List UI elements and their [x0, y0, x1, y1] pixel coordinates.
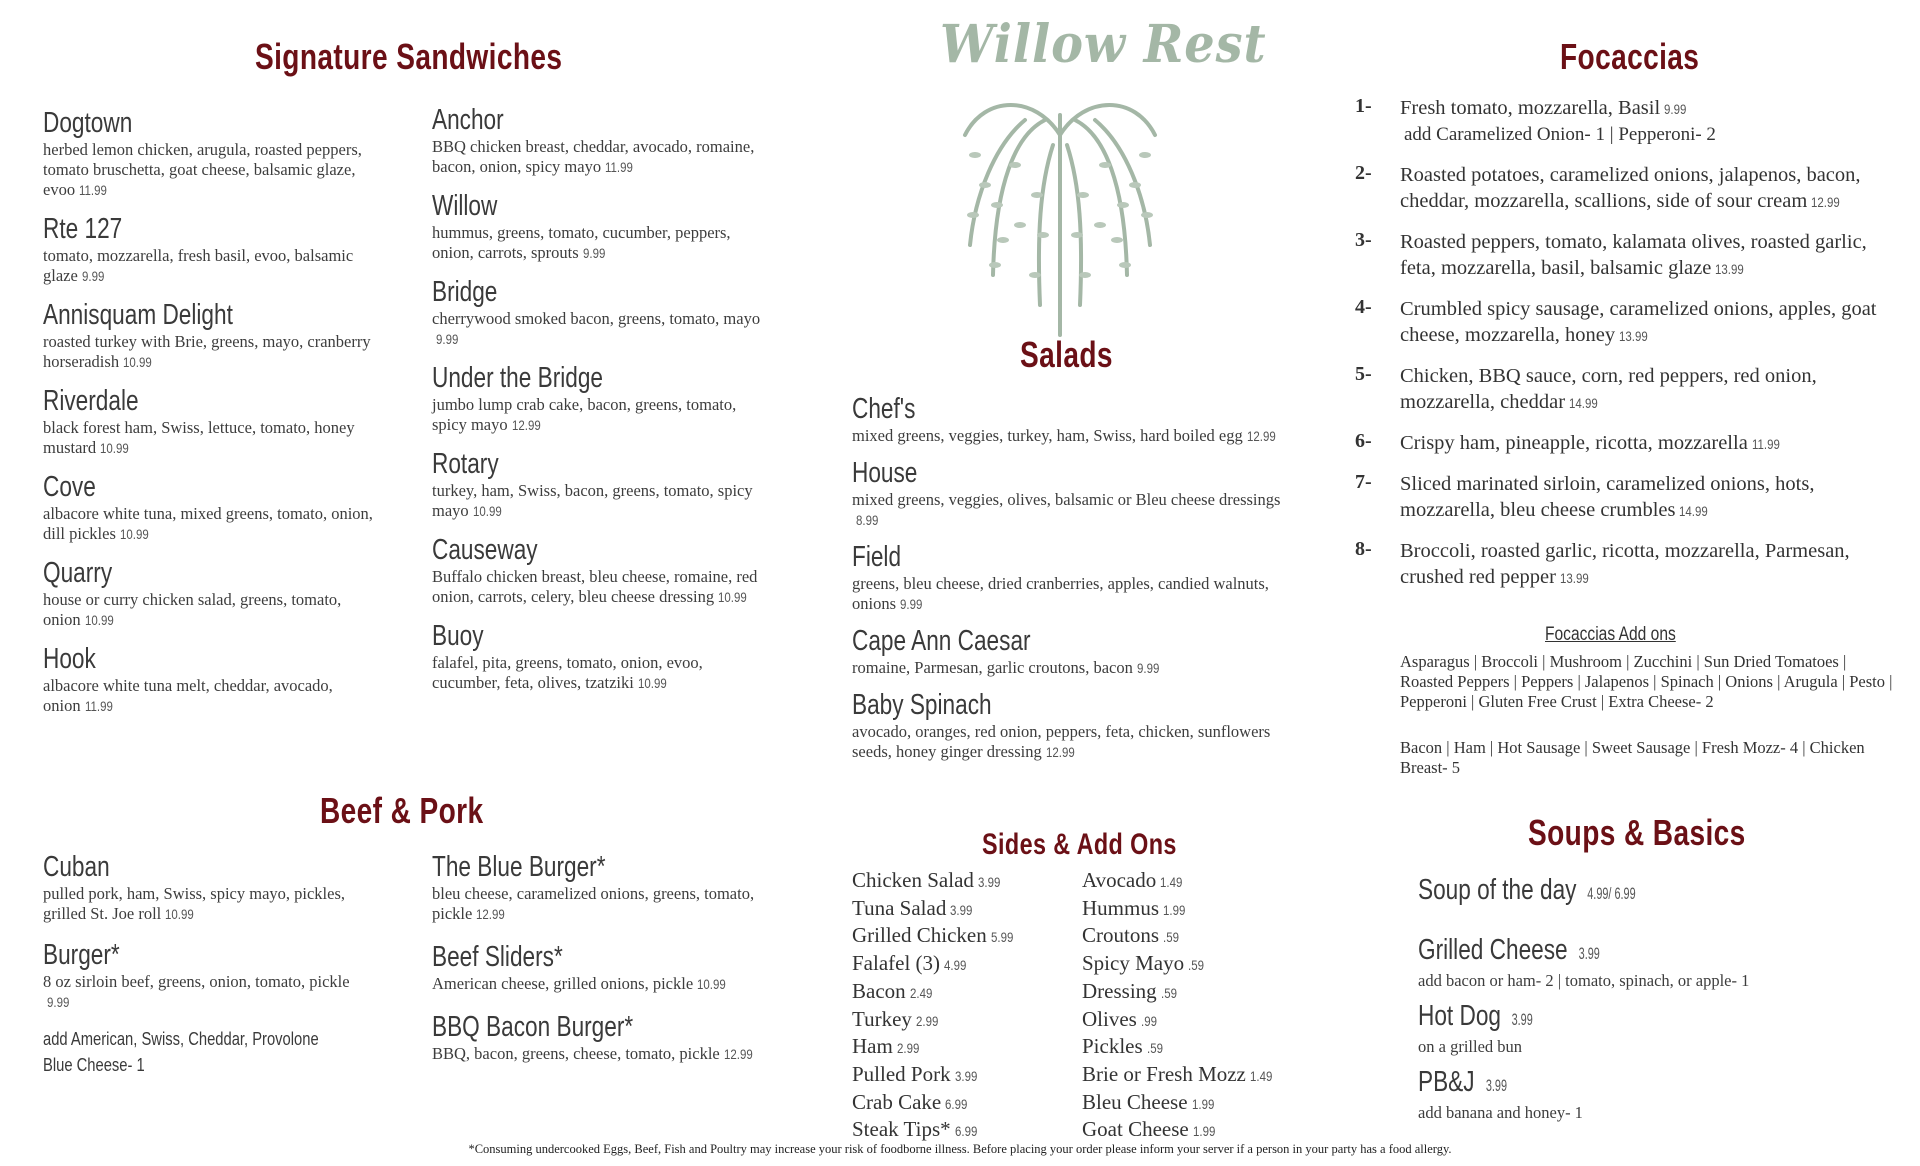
menu-item-desc: [432, 395, 772, 435]
side-item: [1082, 1007, 1277, 1035]
side-item-name: Grilled Chicken: [852, 923, 987, 948]
menu-item: [432, 447, 772, 521]
focaccia-text: [1400, 363, 1895, 416]
menu-item-desc-text: American cheese, grilled onions, pickle: [432, 974, 694, 993]
menu-item-price: 9.99: [81, 268, 105, 284]
focaccia-desc: Roasted peppers, tomato, kalamata olives, roasted garlic, feta, mozzarella, basil, balsamic glaze: [1400, 231, 1867, 279]
beef-right-column: [432, 850, 772, 1080]
focaccias-list: [1355, 95, 1895, 605]
menu-item: [43, 850, 373, 924]
menu-item-price: 9.99: [582, 245, 606, 261]
menu-item-name: Hook: [43, 643, 96, 675]
side-item-price: 4.99: [944, 957, 967, 974]
menu-item-name: Dogtown: [43, 107, 133, 139]
side-item-name: Bleu Cheese: [1082, 1089, 1188, 1114]
menu-item: [43, 384, 373, 458]
focaccia-text: [1400, 471, 1895, 524]
menu-item-price: 11.99: [84, 698, 113, 714]
focaccia-text: [1400, 296, 1895, 349]
side-item-name: Falafel (3): [852, 951, 941, 976]
menu-item-desc: [43, 504, 373, 544]
menu-item-price: 10.99: [718, 589, 747, 605]
menu-item-price: 9.99: [1136, 660, 1160, 676]
side-item: [852, 1034, 1018, 1062]
side-item-name: Avocado: [1082, 868, 1157, 892]
side-item-price: 1.99: [1163, 901, 1186, 918]
focaccia-item: [1355, 363, 1895, 416]
menu-item-desc-text: herbed lemon chicken, arugula, roasted peppers, tomato bruschetta, goat cheese, balsamic glaze, evoo: [43, 140, 362, 199]
focaccia-price: 9.99: [1664, 101, 1687, 117]
menu-item-desc-text: black forest ham, Swiss, lettuce, tomato, honey mustard: [43, 418, 355, 457]
soup-item: [1418, 933, 1898, 991]
soup-item-title: Hot Dog: [1418, 1000, 1501, 1032]
menu-item-desc: [432, 884, 772, 924]
focaccia-price: 13.99: [1715, 261, 1745, 277]
menu-item: [432, 103, 772, 177]
menu-item: [852, 456, 1282, 530]
side-item-price: .59: [1188, 957, 1205, 974]
menu-item-price: 9.99: [900, 596, 923, 612]
side-item: [852, 951, 1018, 979]
sides-right-column: [1082, 868, 1277, 1145]
menu-item-name: Baby Spinach: [852, 689, 992, 721]
menu-item-price: 12.99: [1246, 428, 1276, 444]
menu-item-price: 12.99: [1045, 744, 1075, 760]
soup-item-price: 3.99: [1511, 1010, 1534, 1029]
menu-item: [432, 361, 772, 435]
soup-item-name: [1418, 999, 1792, 1037]
focaccia-desc: Chicken, BBQ sauce, corn, red peppers, red onion, mozzarella, cheddar: [1400, 365, 1817, 413]
side-item: [1082, 896, 1277, 924]
menu-item-name: Willow: [432, 190, 498, 222]
menu-item-name: Rotary: [432, 448, 499, 480]
focaccia-text: [1400, 229, 1895, 282]
side-item-name: Croutons: [1082, 923, 1160, 948]
sandwiches-left-column: [43, 106, 373, 728]
menu-item-name: Field: [852, 541, 902, 573]
menu-item-price: 11.99: [605, 159, 633, 175]
menu-item-desc-text: falafel, pita, greens, tomato, onion, evoo, cucumber, feta, olives, tzatziki: [432, 653, 703, 692]
soup-item-price: 4.99/ 6.99: [1587, 884, 1636, 903]
menu-item-desc: [432, 567, 772, 607]
menu-item-desc-text: mixed greens, veggies, turkey, ham, Swiss, hard boiled egg: [852, 426, 1243, 445]
focaccia-number: 1-: [1355, 95, 1372, 117]
side-item-price: 1.99: [1191, 1095, 1214, 1112]
menu-item: [43, 938, 373, 1012]
soup-item-price: 3.99: [1485, 1076, 1507, 1095]
focaccia-desc: Sliced marinated sirloin, caramelized onions, hots, mozzarella, bleu cheese crumbles: [1400, 473, 1815, 521]
allergy-footer: *Consuming undercooked Eggs, Beef, Fish and Poultry may increase your risk of foodborne illness. Before placing your order please inform your server if a person in your party has a food allergy.: [468, 1142, 1452, 1156]
beef-pork-title: Beef & Pork: [320, 790, 484, 831]
menu-item-desc: [432, 223, 772, 263]
soup-item-name: [1418, 1065, 1792, 1103]
menu-item: [852, 624, 1282, 678]
side-item-name: Pickles: [1082, 1034, 1143, 1059]
soup-item-desc: add banana and honey- 1: [1418, 1103, 1583, 1122]
side-item: [852, 1007, 1018, 1035]
focaccias-title: Focaccias: [1560, 36, 1700, 77]
menu-item-desc-text: tomato, mozzarella, fresh basil, evoo, balsamic glaze: [43, 246, 354, 285]
side-item: [1082, 951, 1277, 979]
side-item: [852, 923, 1018, 951]
menu-item-desc-text: BBQ, bacon, greens, cheese, tomato, pickle: [432, 1044, 720, 1063]
focaccia-text: [1400, 538, 1895, 591]
menu-item: [432, 850, 772, 924]
side-item-name: Brie or Fresh Mozz: [1082, 1061, 1246, 1086]
side-item-price: 6.99: [954, 1123, 977, 1140]
menu-item-desc: [432, 481, 772, 521]
menu-item-name: The Blue Burger*: [432, 851, 606, 883]
side-item-price: 6.99: [945, 1095, 968, 1112]
side-item: [1082, 868, 1277, 896]
menu-item-desc: [852, 490, 1282, 530]
focaccia-desc: Broccoli, roasted garlic, ricotta, mozzarella, Parmesan, crushed red pepper: [1400, 540, 1850, 588]
side-item-name: Hummus: [1082, 895, 1160, 920]
willow-tree-logo: [945, 75, 1175, 340]
side-item-price: 1.99: [1192, 1123, 1216, 1140]
menu-item-price: 10.99: [123, 354, 152, 370]
menu-item-price: 9.99: [436, 331, 459, 347]
soups-title: Soups & Basics: [1528, 812, 1746, 853]
focaccias-addons-1: Asparagus | Broccoli | Mushroom | Zucchini | Sun Dried Tomatoes | Roasted Peppers | Peppers | Jalapenos | Spinach | Onions | Arugula | Pesto | Pepperoni | Gluten Free Crust | Extra Cheese- 2: [1400, 652, 1893, 711]
focaccia-item: [1355, 430, 1895, 457]
soup-item: [1418, 873, 1898, 911]
menu-item-price: 10.99: [84, 612, 114, 628]
menu-item-desc: [43, 884, 373, 924]
focaccia-text: [1400, 162, 1895, 215]
side-item: [1082, 1117, 1277, 1145]
menu-item-price: 10.99: [697, 976, 726, 992]
menu-item-name: Cape Ann Caesar: [852, 625, 1031, 657]
menu-item: [432, 1010, 772, 1064]
menu-item: [43, 106, 373, 200]
sandwiches-right-column: [432, 103, 772, 705]
side-item-price: 2.99: [915, 1012, 939, 1029]
menu-item-desc-text: jumbo lump crab cake, bacon, greens, tomato, spicy mayo: [432, 395, 737, 434]
menu-item-desc-text: house or curry chicken salad, greens, tomato, onion: [43, 590, 342, 629]
side-item-price: 5.99: [990, 929, 1014, 946]
side-item-price: 3.99: [950, 901, 973, 918]
menu-item-name: Anchor: [432, 104, 504, 136]
menu-item: [852, 688, 1282, 762]
menu-item: [43, 212, 373, 286]
menu-item-price: 12.99: [723, 1046, 753, 1062]
focaccia-item: [1355, 538, 1895, 591]
side-item-name: Steak Tips*: [852, 1117, 951, 1142]
menu-item-desc-text: greens, bleu cheese, dried cranberries, apples, candied walnuts, onions: [852, 574, 1269, 613]
side-item: [852, 1062, 1018, 1090]
menu-item-name: House: [852, 457, 918, 489]
focaccias-addons-2: Bacon | Ham | Hot Sausage | Sweet Sausage | Fresh Mozz- 4 | Chicken Breast- 5: [1400, 738, 1865, 777]
soup-item-price: 3.99: [1578, 944, 1600, 963]
focaccia-item: [1355, 296, 1895, 349]
menu-item-price: 8.99: [856, 512, 879, 528]
focaccia-desc: Roasted potatoes, caramelized onions, jalapenos, bacon, cheddar, mozzarella, scallions, side of sour cream: [1400, 164, 1861, 212]
menu-item-name: Beef Sliders*: [432, 941, 563, 973]
sandwiches-title: Signature Sandwiches: [255, 36, 563, 77]
focaccia-price: 13.99: [1559, 570, 1589, 586]
menu-item-name: Buoy: [432, 620, 484, 652]
sides-title: Sides & Add Ons: [982, 828, 1177, 861]
focaccia-item: [1355, 162, 1895, 215]
menu-item-desc-text: avocado, oranges, red onion, peppers, feta, chicken, sunflowers seeds, honey ginger dressing: [852, 722, 1271, 761]
soup-item: [1418, 999, 1898, 1057]
menu-item-desc: [43, 590, 373, 630]
menu-item-desc: [852, 658, 1282, 678]
menu-item-name: Cuban: [43, 851, 110, 883]
side-item-price: 3.99: [977, 874, 1001, 890]
focaccia-desc: Crumbled spicy sausage, caramelized onions, apples, goat cheese, mozzarella, honey: [1400, 298, 1877, 346]
menu-item-desc: [43, 418, 373, 458]
soup-item-name: [1418, 873, 1792, 911]
soups-column: [1418, 873, 1898, 1131]
focaccia-desc: Fresh tomato, mozzarella, Basil: [1400, 97, 1661, 119]
side-item-name: Crab Cake: [852, 1089, 942, 1114]
focaccias-addons-title: Focaccias Add ons: [1545, 624, 1676, 645]
menu-item-desc-text: hummus, greens, tomato, cucumber, peppers, onion, carrots, sprouts: [432, 223, 731, 262]
menu-item-price: 10.99: [165, 906, 194, 922]
menu-item-price: 10.99: [100, 440, 129, 456]
menu-item-desc: [43, 140, 373, 200]
menu-item-desc: [43, 332, 373, 372]
menu-item-name: Cove: [43, 471, 96, 503]
menu-item-name: Rte 127: [43, 213, 123, 245]
menu-item-desc-text: Buffalo chicken breast, bleu cheese, romaine, red onion, carrots, celery, bleu cheese dressing: [432, 567, 758, 606]
side-item: [852, 1117, 1018, 1145]
side-item-price: 1.49: [1249, 1067, 1273, 1084]
menu-item-price: 9.99: [47, 994, 70, 1010]
menu-item: [852, 392, 1282, 446]
menu-item: [43, 556, 373, 630]
menu-item-desc-text: pulled pork, ham, Swiss, spicy mayo, pickles, grilled St. Joe roll: [43, 884, 346, 923]
side-item: [1082, 1034, 1277, 1062]
menu-item: [852, 540, 1282, 614]
menu-item-desc: [852, 574, 1282, 614]
menu-item-desc: [43, 246, 373, 286]
side-item-name: Pulled Pork: [852, 1061, 951, 1086]
beef-left-column: [43, 850, 373, 1078]
focaccia-price: 14.99: [1569, 395, 1598, 411]
focaccia-number: 7-: [1355, 471, 1372, 493]
soup-item: [1418, 1065, 1898, 1123]
menu-item-price: 12.99: [511, 417, 541, 433]
side-item-name: Goat Cheese: [1082, 1117, 1189, 1142]
focaccia-price: 12.99: [1811, 194, 1841, 210]
side-item-name: Spicy Mayo: [1082, 951, 1185, 976]
menu-item-desc: [432, 309, 772, 349]
side-item-name: Olives: [1082, 1006, 1137, 1031]
soup-item-desc: add bacon or ham- 2 | tomato, spinach, or apple- 1: [1418, 971, 1750, 990]
soup-item-title: PB&J: [1418, 1066, 1475, 1098]
menu-item: [432, 533, 772, 607]
soup-item-title: Soup of the day: [1418, 874, 1577, 906]
salads-column: [852, 392, 1282, 772]
menu-item-desc: [432, 653, 772, 693]
menu-item-desc-text: cherrywood smoked bacon, greens, tomato, mayo: [432, 309, 761, 328]
menu-item-name: BBQ Bacon Burger*: [432, 1011, 634, 1043]
focaccia-price: 14.99: [1679, 503, 1709, 519]
menu-item-desc-text: romaine, Parmesan, garlic croutons, bacon: [852, 658, 1133, 677]
cheese-note-2: Blue Cheese- 1: [43, 1055, 145, 1075]
side-item-price: 2.49: [909, 984, 933, 1001]
side-item: [852, 979, 1018, 1007]
menu-item-desc-text: bleu cheese, caramelized onions, greens, tomato, pickle: [432, 884, 755, 923]
focaccia-item: [1355, 471, 1895, 524]
focaccia-price: 13.99: [1619, 328, 1648, 344]
menu-item-price: 10.99: [637, 675, 667, 691]
focaccia-number: 4-: [1355, 296, 1372, 318]
menu-item-price: 11.99: [79, 182, 107, 198]
menu-item: [43, 298, 373, 372]
side-item-price: .99: [1140, 1012, 1157, 1029]
focaccia-addon-note: add Caramelized Onion- 1 | Pepperoni- 2: [1404, 124, 1716, 145]
menu-item: [43, 470, 373, 544]
menu-item-desc-text: albacore white tuna melt, cheddar, avocado, onion: [43, 676, 333, 715]
focaccia-price: 11.99: [1751, 436, 1780, 452]
cheese-note: add American, Swiss, Cheddar, Provolone: [43, 1029, 319, 1049]
soup-item-name: [1418, 933, 1792, 971]
side-item-name: Ham: [852, 1034, 893, 1059]
salads-title: Salads: [1020, 334, 1113, 375]
menu-item-desc-text: 8 oz sirloin beef, greens, onion, tomato, pickle: [43, 972, 350, 991]
side-item: [1082, 1062, 1277, 1090]
focaccia-text: [1400, 430, 1895, 457]
menu-item-desc-text: BBQ chicken breast, cheddar, avocado, romaine, bacon, onion, spicy mayo: [432, 137, 755, 176]
menu-item-desc: [852, 426, 1282, 446]
menu-item-desc: [43, 676, 373, 716]
side-item-name: Bacon: [852, 978, 906, 1003]
side-item: [1082, 1090, 1277, 1118]
menu-item-desc: [432, 1044, 772, 1064]
side-item: [1082, 923, 1277, 951]
soup-item-desc: on a grilled bun: [1418, 1037, 1523, 1056]
side-item-price: 3.99: [954, 1067, 977, 1084]
menu-item-price: 12.99: [476, 906, 506, 922]
side-item: [1082, 979, 1277, 1007]
sides-left-column: [852, 868, 1018, 1145]
menu-item: [432, 275, 772, 349]
side-item-name: Tuna Salad: [852, 895, 947, 920]
menu-item-name: Burger*: [43, 939, 120, 971]
focaccia-desc: Crispy ham, pineapple, ricotta, mozzarella: [1400, 432, 1748, 454]
side-item: [852, 896, 1018, 924]
menu-item-desc: [43, 972, 373, 1012]
menu-item-price: 10.99: [119, 526, 149, 542]
focaccia-text: [1400, 95, 1895, 148]
focaccia-number: 8-: [1355, 538, 1372, 560]
menu-item: [432, 940, 772, 994]
logo-text: Willow Rest: [940, 14, 1267, 75]
menu-item-name: Chef's: [852, 393, 916, 425]
side-item-price: 2.99: [896, 1040, 920, 1057]
menu-item-price: 10.99: [472, 503, 502, 519]
menu-item-desc: [852, 722, 1282, 762]
focaccia-number: 5-: [1355, 363, 1372, 385]
focaccia-item: [1355, 229, 1895, 282]
menu-item-desc: [432, 974, 772, 994]
focaccia-item: [1355, 95, 1895, 148]
menu-item: [432, 189, 772, 263]
menu-item-desc-text: albacore white tuna, mixed greens, tomato, onion, dill pickles: [43, 504, 373, 543]
menu-item-desc-text: turkey, ham, Swiss, bacon, greens, tomato, spicy mayo: [432, 481, 753, 520]
menu-item-desc-text: roasted turkey with Brie, greens, mayo, cranberry horseradish: [43, 332, 371, 371]
menu-item-name: Riverdale: [43, 385, 139, 417]
side-item-name: Turkey: [852, 1006, 912, 1031]
side-item-price: .59: [1163, 929, 1179, 946]
focaccia-number: 3-: [1355, 229, 1372, 251]
soup-item-title: Grilled Cheese: [1418, 934, 1568, 966]
menu-item-name: Causeway: [432, 534, 538, 566]
menu-item-name: Under the Bridge: [432, 362, 604, 394]
focaccia-number: 6-: [1355, 430, 1372, 452]
focaccia-number: 2-: [1355, 162, 1372, 184]
menu-item-name: Bridge: [432, 276, 498, 308]
side-item-price: .59: [1146, 1040, 1163, 1057]
side-item-price: .59: [1160, 984, 1177, 1001]
side-item-name: Chicken Salad: [852, 868, 974, 892]
menu-item-name: Quarry: [43, 557, 113, 589]
side-item-name: Dressing: [1082, 978, 1157, 1003]
menu-item-desc: [432, 137, 772, 177]
side-item-price: 1.49: [1160, 874, 1183, 890]
menu-item: [432, 619, 772, 693]
side-item: [852, 1090, 1018, 1118]
menu-item-desc-text: mixed greens, veggies, olives, balsamic or Bleu cheese dressings: [852, 490, 1281, 509]
menu-item: [43, 642, 373, 716]
side-item: [852, 868, 1018, 896]
menu-item-name: Annisquam Delight: [43, 299, 233, 331]
